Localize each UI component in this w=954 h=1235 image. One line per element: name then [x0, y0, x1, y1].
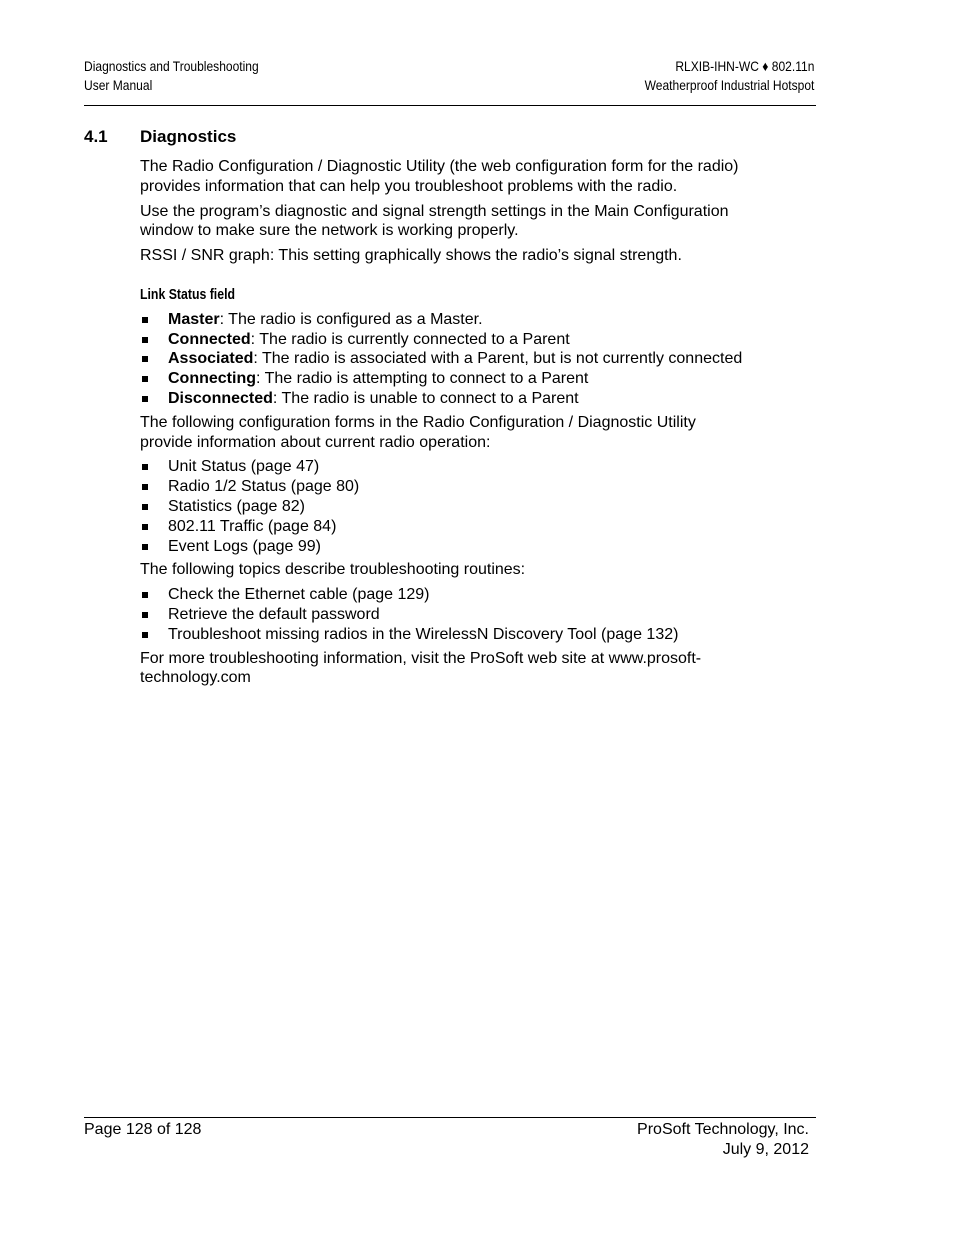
website-paragraph: For more troubleshooting information, visit the ProSoft web site at www.prosoft-technology.com — [140, 649, 702, 687]
list-item — [140, 389, 750, 409]
page-number: Page 128 of 128 — [84, 1121, 202, 1138]
routines-paragraph: The following topics describe troubleshooting routines: — [140, 561, 526, 579]
footer-date: July 9, 2012 — [722, 1141, 809, 1158]
footer-right — [637, 1120, 809, 1160]
header-manual: User Manual — [84, 77, 153, 93]
header-product: RLXIB-IHN-WC ♦ 802.11n — [674, 58, 814, 74]
header-chapter: Diagnostics and Troubleshooting — [84, 58, 259, 74]
list-item — [140, 369, 750, 389]
running-header-right — [644, 57, 814, 95]
section-number: 4.1 — [84, 127, 108, 146]
list-item: Check the Ethernet cable (page 129) — [140, 585, 750, 605]
term-desc: : The radio is configured as a Master. — [219, 310, 483, 328]
section-body — [140, 157, 750, 693]
section-title: Diagnostics — [140, 127, 237, 146]
term-desc: : The radio is currently connected to a Parent — [250, 330, 570, 348]
link-status-list — [140, 310, 750, 409]
running-header-left — [84, 57, 259, 95]
term: Associated — [168, 350, 254, 368]
signal-paragraph: Use the program’s diagnostic and signal strength settings in the Main Configuration window to make sure the network is working properly. — [140, 202, 729, 240]
term-desc: : The radio is associated with a Parent, but is not currently connected — [253, 350, 743, 368]
term: Connecting — [168, 370, 256, 388]
term-desc: : The radio is unable to connect to a Parent — [272, 389, 579, 407]
term: Disconnected — [168, 389, 273, 407]
header-divider — [84, 105, 816, 106]
footer-divider — [84, 1117, 816, 1118]
list-item: Event Logs (page 99) — [140, 537, 750, 557]
list-item: Retrieve the default password — [140, 605, 750, 625]
forms-paragraph: The following configuration forms in the Radio Configuration / Diagnostic Utility provide information about current radio operation: — [140, 413, 696, 451]
list-item: Statistics (page 82) — [140, 497, 750, 517]
link-status-heading: Link Status field — [140, 285, 236, 303]
list-item — [140, 310, 750, 330]
list-item — [140, 349, 750, 369]
rssi-paragraph: RSSI / SNR graph: This setting graphically shows the radio’s signal strength. — [140, 247, 682, 265]
term-desc: : The radio is attempting to connect to a Parent — [256, 370, 589, 388]
forms-list — [140, 457, 750, 556]
header-product-desc: Weatherproof Industrial Hotspot — [644, 77, 814, 93]
list-item — [140, 330, 750, 350]
term: Connected — [168, 330, 251, 348]
list-item: Radio 1/2 Status (page 80) — [140, 477, 750, 497]
intro-paragraph: The Radio Configuration / Diagnostic Utility (the web configuration form for the radio) provides information that can help you troubleshoot problems with the radio. — [140, 158, 739, 195]
list-item: 802.11 Traffic (page 84) — [140, 517, 750, 537]
footer-company: ProSoft Technology, Inc. — [637, 1121, 809, 1138]
term: Master — [168, 310, 220, 328]
list-item: Unit Status (page 47) — [140, 457, 750, 477]
list-item: Troubleshoot missing radios in the WirelessN Discovery Tool (page 132) — [140, 625, 750, 645]
routines-list — [140, 585, 750, 644]
